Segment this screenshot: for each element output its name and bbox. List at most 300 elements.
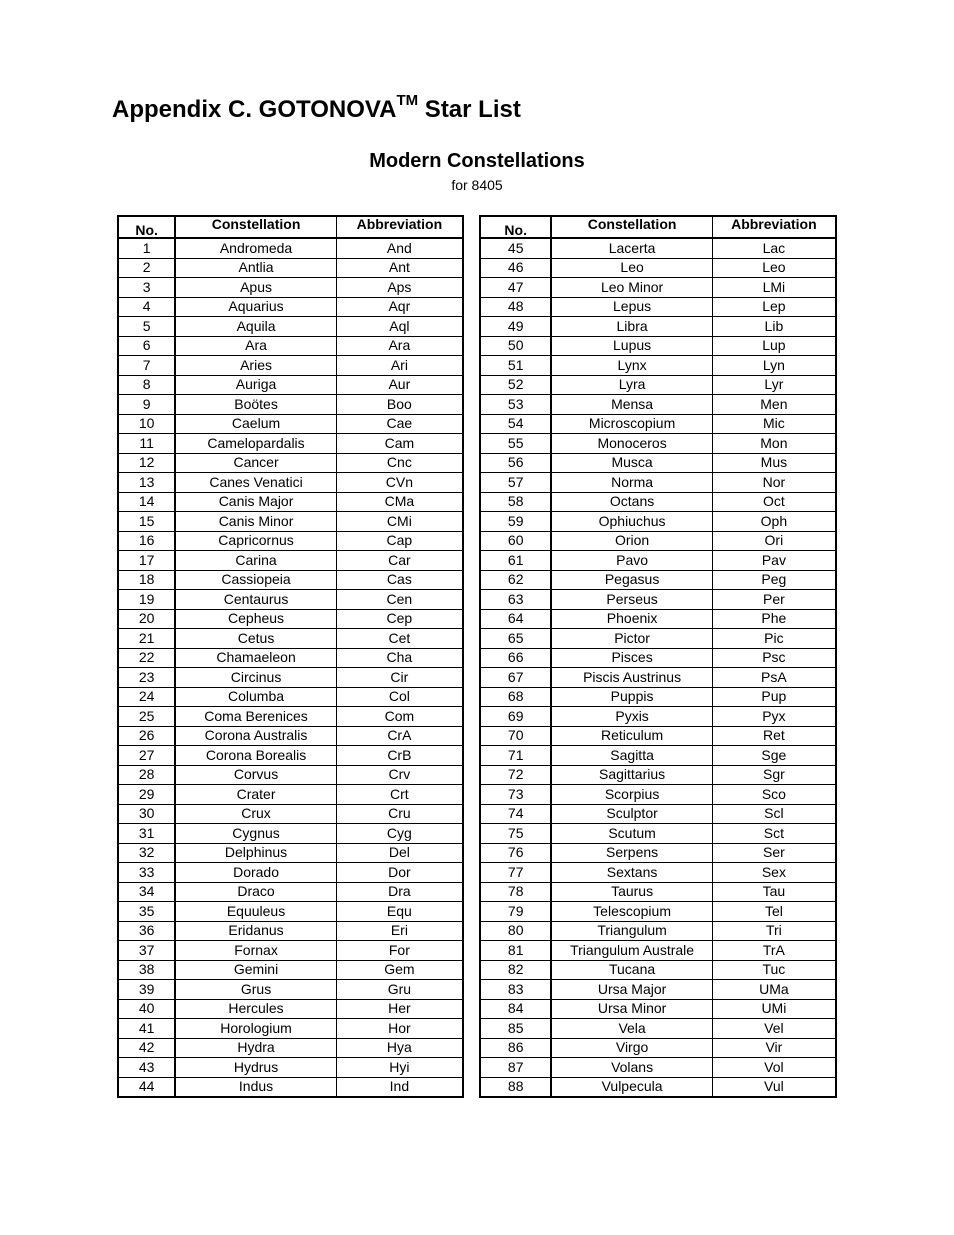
constellation-name: Apus bbox=[175, 278, 336, 298]
constellation-name: Ursa Major bbox=[551, 980, 712, 1000]
table-row bbox=[480, 765, 836, 785]
constellation-name: Horologium bbox=[175, 1019, 336, 1039]
constellation-abbreviation: Ara bbox=[336, 336, 463, 356]
constellation-name: Lyra bbox=[551, 375, 712, 395]
constellation-name: Columba bbox=[175, 687, 336, 707]
table-row bbox=[118, 648, 463, 668]
table-row bbox=[118, 609, 463, 629]
constellation-abbreviation: Com bbox=[336, 707, 463, 727]
constellation-name: Pyxis bbox=[551, 707, 712, 727]
title-main: Appendix C. GOTONOVA bbox=[112, 96, 397, 123]
table-row bbox=[118, 297, 463, 317]
table-row bbox=[118, 843, 463, 863]
row-number: 84 bbox=[480, 999, 551, 1019]
constellation-name: Delphinus bbox=[175, 843, 336, 863]
constellation-name: Grus bbox=[175, 980, 336, 1000]
table-row bbox=[118, 824, 463, 844]
constellation-abbreviation: Aql bbox=[336, 317, 463, 337]
constellation-abbreviation: Vol bbox=[712, 1058, 836, 1078]
table-row bbox=[118, 531, 463, 551]
constellation-name: Microscopium bbox=[551, 414, 712, 434]
constellation-abbreviation: Dra bbox=[336, 882, 463, 902]
row-number: 19 bbox=[118, 590, 175, 610]
table-row bbox=[480, 1019, 836, 1039]
column-header-constellation: Constellation bbox=[175, 216, 336, 238]
constellation-name: Norma bbox=[551, 473, 712, 493]
table-row bbox=[480, 512, 836, 532]
table-row bbox=[118, 434, 463, 454]
row-number: 67 bbox=[480, 668, 551, 688]
constellation-abbreviation: Car bbox=[336, 551, 463, 571]
constellation-name: Tucana bbox=[551, 960, 712, 980]
constellation-name: Circinus bbox=[175, 668, 336, 688]
table-row bbox=[118, 551, 463, 571]
constellation-abbreviation: Col bbox=[336, 687, 463, 707]
row-number: 63 bbox=[480, 590, 551, 610]
constellation-abbreviation: Cet bbox=[336, 629, 463, 649]
row-number: 24 bbox=[118, 687, 175, 707]
column-header-abbreviation: Abbreviation bbox=[712, 216, 836, 238]
table-row bbox=[480, 687, 836, 707]
row-number: 47 bbox=[480, 278, 551, 298]
table-row bbox=[480, 473, 836, 493]
constellation-abbreviation: Aqr bbox=[336, 297, 463, 317]
row-number: 70 bbox=[480, 726, 551, 746]
constellation-name: Perseus bbox=[551, 590, 712, 610]
row-number: 9 bbox=[118, 395, 175, 415]
row-number: 80 bbox=[480, 921, 551, 941]
constellation-abbreviation: UMa bbox=[712, 980, 836, 1000]
constellation-abbreviation: Boo bbox=[336, 395, 463, 415]
constellation-name: Monoceros bbox=[551, 434, 712, 454]
table-row bbox=[480, 980, 836, 1000]
constellation-abbreviation: Per bbox=[712, 590, 836, 610]
row-number: 33 bbox=[118, 863, 175, 883]
table-row bbox=[480, 668, 836, 688]
constellation-abbreviation: Pup bbox=[712, 687, 836, 707]
row-number: 36 bbox=[118, 921, 175, 941]
table-row bbox=[480, 1058, 836, 1078]
constellation-abbreviation: Mon bbox=[712, 434, 836, 454]
table-row bbox=[118, 356, 463, 376]
constellation-name: Reticulum bbox=[551, 726, 712, 746]
table-row bbox=[118, 707, 463, 727]
table-row bbox=[118, 375, 463, 395]
constellation-name: Sculptor bbox=[551, 804, 712, 824]
constellation-name: Cassiopeia bbox=[175, 570, 336, 590]
constellation-abbreviation: Scl bbox=[712, 804, 836, 824]
constellation-name: Aries bbox=[175, 356, 336, 376]
constellation-abbreviation: Leo bbox=[712, 258, 836, 278]
constellation-abbreviation: Peg bbox=[712, 570, 836, 590]
row-number: 43 bbox=[118, 1058, 175, 1078]
table-row bbox=[118, 278, 463, 298]
constellation-name: Taurus bbox=[551, 882, 712, 902]
constellation-name: Sagitta bbox=[551, 746, 712, 766]
constellation-name: Lynx bbox=[551, 356, 712, 376]
row-number: 59 bbox=[480, 512, 551, 532]
constellation-name: Coma Berenices bbox=[175, 707, 336, 727]
column-header-number: No. bbox=[118, 216, 175, 238]
constellation-name: Corona Australis bbox=[175, 726, 336, 746]
row-number: 78 bbox=[480, 882, 551, 902]
row-number: 77 bbox=[480, 863, 551, 883]
constellation-name: Pavo bbox=[551, 551, 712, 571]
constellation-abbreviation: Dor bbox=[336, 863, 463, 883]
table-row bbox=[480, 258, 836, 278]
row-number: 44 bbox=[118, 1077, 175, 1097]
section-subtitle: Modern Constellations bbox=[369, 150, 585, 172]
constellation-abbreviation: Men bbox=[712, 395, 836, 415]
constellation-name: Pictor bbox=[551, 629, 712, 649]
constellation-abbreviation: Pav bbox=[712, 551, 836, 571]
row-number: 62 bbox=[480, 570, 551, 590]
constellation-name: Carina bbox=[175, 551, 336, 571]
constellation-abbreviation: Tel bbox=[712, 902, 836, 922]
table-row bbox=[118, 1058, 463, 1078]
constellation-name: Centaurus bbox=[175, 590, 336, 610]
row-number: 14 bbox=[118, 492, 175, 512]
constellation-name: Libra bbox=[551, 317, 712, 337]
constellation-name: Fornax bbox=[175, 941, 336, 961]
title-tail: Star List bbox=[418, 96, 521, 123]
row-number: 76 bbox=[480, 843, 551, 863]
constellation-abbreviation: Gem bbox=[336, 960, 463, 980]
constellation-name: Cygnus bbox=[175, 824, 336, 844]
constellation-abbreviation: PsA bbox=[712, 668, 836, 688]
table-row bbox=[118, 473, 463, 493]
constellation-abbreviation: CMi bbox=[336, 512, 463, 532]
table-row bbox=[480, 238, 836, 258]
constellation-name: Cepheus bbox=[175, 609, 336, 629]
row-number: 2 bbox=[118, 258, 175, 278]
constellation-abbreviation: Lup bbox=[712, 336, 836, 356]
constellation-name: Aquarius bbox=[175, 297, 336, 317]
constellation-name: Leo bbox=[551, 258, 712, 278]
constellation-name: Chamaeleon bbox=[175, 648, 336, 668]
row-number: 69 bbox=[480, 707, 551, 727]
row-number: 74 bbox=[480, 804, 551, 824]
constellation-name: Lacerta bbox=[551, 238, 712, 258]
constellation-name: Octans bbox=[551, 492, 712, 512]
constellation-abbreviation: Tri bbox=[712, 921, 836, 941]
row-number: 37 bbox=[118, 941, 175, 961]
constellation-name: Triangulum Australe bbox=[551, 941, 712, 961]
row-number: 75 bbox=[480, 824, 551, 844]
page-title bbox=[112, 92, 521, 123]
constellation-name: Dorado bbox=[175, 863, 336, 883]
constellation-name: Corvus bbox=[175, 765, 336, 785]
row-number: 6 bbox=[118, 336, 175, 356]
constellation-name: Pisces bbox=[551, 648, 712, 668]
constellation-name: Hydra bbox=[175, 1038, 336, 1058]
table-row bbox=[480, 921, 836, 941]
row-number: 7 bbox=[118, 356, 175, 376]
constellation-abbreviation: Cae bbox=[336, 414, 463, 434]
constellation-abbreviation: Hyi bbox=[336, 1058, 463, 1078]
table-row bbox=[118, 414, 463, 434]
table-row bbox=[480, 648, 836, 668]
constellation-abbreviation: Aur bbox=[336, 375, 463, 395]
table-row bbox=[118, 804, 463, 824]
constellation-abbreviation: Cap bbox=[336, 531, 463, 551]
constellation-name: Eridanus bbox=[175, 921, 336, 941]
table-row bbox=[480, 804, 836, 824]
table-row bbox=[480, 317, 836, 337]
table-row bbox=[480, 395, 836, 415]
constellation-abbreviation: Crv bbox=[336, 765, 463, 785]
row-number: 56 bbox=[480, 453, 551, 473]
table-row bbox=[118, 238, 463, 258]
table-row bbox=[480, 746, 836, 766]
table-row bbox=[118, 570, 463, 590]
table-body-left bbox=[118, 238, 463, 1097]
constellation-name: Leo Minor bbox=[551, 278, 712, 298]
row-number: 39 bbox=[118, 980, 175, 1000]
constellation-name: Canis Minor bbox=[175, 512, 336, 532]
row-number: 88 bbox=[480, 1077, 551, 1097]
table-row bbox=[480, 999, 836, 1019]
model-note: for 8405 bbox=[451, 177, 503, 193]
constellation-abbreviation: Gru bbox=[336, 980, 463, 1000]
constellation-abbreviation: Pic bbox=[712, 629, 836, 649]
constellation-abbreviation: TrA bbox=[712, 941, 836, 961]
row-number: 41 bbox=[118, 1019, 175, 1039]
constellation-abbreviation: Tau bbox=[712, 882, 836, 902]
row-number: 35 bbox=[118, 902, 175, 922]
constellation-name: Phoenix bbox=[551, 609, 712, 629]
table-row bbox=[480, 902, 836, 922]
constellation-abbreviation: Lib bbox=[712, 317, 836, 337]
constellation-abbreviation: Pyx bbox=[712, 707, 836, 727]
row-number: 18 bbox=[118, 570, 175, 590]
row-number: 57 bbox=[480, 473, 551, 493]
table-row bbox=[480, 863, 836, 883]
row-number: 81 bbox=[480, 941, 551, 961]
table-row bbox=[118, 395, 463, 415]
constellation-abbreviation: Sex bbox=[712, 863, 836, 883]
table-row bbox=[480, 843, 836, 863]
constellation-abbreviation: Eri bbox=[336, 921, 463, 941]
constellation-abbreviation: Cep bbox=[336, 609, 463, 629]
constellation-name: Virgo bbox=[551, 1038, 712, 1058]
row-number: 49 bbox=[480, 317, 551, 337]
table-row bbox=[480, 453, 836, 473]
table-row bbox=[118, 941, 463, 961]
constellation-abbreviation: Lyr bbox=[712, 375, 836, 395]
row-number: 55 bbox=[480, 434, 551, 454]
table-row bbox=[480, 356, 836, 376]
table-row bbox=[118, 726, 463, 746]
constellation-name: Telescopium bbox=[551, 902, 712, 922]
constellation-name: Mensa bbox=[551, 395, 712, 415]
constellation-name: Ophiuchus bbox=[551, 512, 712, 532]
row-number: 28 bbox=[118, 765, 175, 785]
constellation-name: Crux bbox=[175, 804, 336, 824]
constellation-abbreviation: Crt bbox=[336, 785, 463, 805]
table-row bbox=[480, 941, 836, 961]
row-number: 16 bbox=[118, 531, 175, 551]
constellation-abbreviation: Sct bbox=[712, 824, 836, 844]
row-number: 54 bbox=[480, 414, 551, 434]
row-number: 21 bbox=[118, 629, 175, 649]
row-number: 32 bbox=[118, 843, 175, 863]
table-row bbox=[480, 492, 836, 512]
constellation-name: Hydrus bbox=[175, 1058, 336, 1078]
row-number: 79 bbox=[480, 902, 551, 922]
constellation-abbreviation: Psc bbox=[712, 648, 836, 668]
row-number: 34 bbox=[118, 882, 175, 902]
table-row bbox=[118, 629, 463, 649]
constellation-name: Vulpecula bbox=[551, 1077, 712, 1097]
row-number: 22 bbox=[118, 648, 175, 668]
row-number: 30 bbox=[118, 804, 175, 824]
constellation-name: Pegasus bbox=[551, 570, 712, 590]
row-number: 71 bbox=[480, 746, 551, 766]
trademark-mark: TM bbox=[396, 92, 419, 109]
constellation-abbreviation: Vir bbox=[712, 1038, 836, 1058]
row-number: 58 bbox=[480, 492, 551, 512]
constellation-abbreviation: Oph bbox=[712, 512, 836, 532]
table-row bbox=[118, 590, 463, 610]
constellation-abbreviation: Cas bbox=[336, 570, 463, 590]
row-number: 66 bbox=[480, 648, 551, 668]
constellation-name: Orion bbox=[551, 531, 712, 551]
table-row bbox=[118, 317, 463, 337]
table-header-row bbox=[118, 216, 463, 238]
constellation-name: Vela bbox=[551, 1019, 712, 1039]
row-number: 42 bbox=[118, 1038, 175, 1058]
row-number: 12 bbox=[118, 453, 175, 473]
constellation-abbreviation: Mus bbox=[712, 453, 836, 473]
constellation-name: Puppis bbox=[551, 687, 712, 707]
table-row bbox=[480, 824, 836, 844]
row-number: 48 bbox=[480, 297, 551, 317]
table-row bbox=[118, 882, 463, 902]
row-number: 85 bbox=[480, 1019, 551, 1039]
table-row bbox=[480, 1038, 836, 1058]
row-number: 10 bbox=[118, 414, 175, 434]
table-row bbox=[118, 863, 463, 883]
row-number: 3 bbox=[118, 278, 175, 298]
constellation-abbreviation: Cru bbox=[336, 804, 463, 824]
constellation-name: Crater bbox=[175, 785, 336, 805]
constellation-abbreviation: Mic bbox=[712, 414, 836, 434]
table-row bbox=[118, 512, 463, 532]
column-header-number: No. bbox=[480, 216, 551, 238]
row-number: 40 bbox=[118, 999, 175, 1019]
constellation-name: Aquila bbox=[175, 317, 336, 337]
row-number: 11 bbox=[118, 434, 175, 454]
constellation-name: Cetus bbox=[175, 629, 336, 649]
constellation-name: Musca bbox=[551, 453, 712, 473]
row-number: 25 bbox=[118, 707, 175, 727]
constellation-abbreviation: Lep bbox=[712, 297, 836, 317]
constellation-abbreviation: Phe bbox=[712, 609, 836, 629]
constellation-abbreviation: CrB bbox=[336, 746, 463, 766]
table-row bbox=[480, 375, 836, 395]
table-row bbox=[480, 570, 836, 590]
row-number: 5 bbox=[118, 317, 175, 337]
constellation-table-left bbox=[117, 215, 464, 1098]
constellation-name: Caelum bbox=[175, 414, 336, 434]
constellation-name: Auriga bbox=[175, 375, 336, 395]
constellation-name: Triangulum bbox=[551, 921, 712, 941]
row-number: 27 bbox=[118, 746, 175, 766]
row-number: 65 bbox=[480, 629, 551, 649]
table-row bbox=[480, 882, 836, 902]
constellation-name: Gemini bbox=[175, 960, 336, 980]
table-row bbox=[480, 414, 836, 434]
constellation-abbreviation: Ant bbox=[336, 258, 463, 278]
constellation-abbreviation: Oct bbox=[712, 492, 836, 512]
constellation-abbreviation: CrA bbox=[336, 726, 463, 746]
table-row bbox=[118, 258, 463, 278]
constellation-name: Scorpius bbox=[551, 785, 712, 805]
row-number: 82 bbox=[480, 960, 551, 980]
table-row bbox=[480, 726, 836, 746]
table-row bbox=[480, 531, 836, 551]
constellation-name: Lupus bbox=[551, 336, 712, 356]
table-row bbox=[118, 999, 463, 1019]
constellation-name: Piscis Austrinus bbox=[551, 668, 712, 688]
row-number: 83 bbox=[480, 980, 551, 1000]
table-row bbox=[118, 902, 463, 922]
table-row bbox=[480, 434, 836, 454]
constellation-name: Camelopardalis bbox=[175, 434, 336, 454]
constellation-name: Cancer bbox=[175, 453, 336, 473]
table-row bbox=[118, 336, 463, 356]
constellation-name: Capricornus bbox=[175, 531, 336, 551]
constellation-abbreviation: Cam bbox=[336, 434, 463, 454]
row-number: 13 bbox=[118, 473, 175, 493]
column-header-abbreviation: Abbreviation bbox=[336, 216, 463, 238]
constellation-abbreviation: Sco bbox=[712, 785, 836, 805]
row-number: 61 bbox=[480, 551, 551, 571]
constellation-name: Scutum bbox=[551, 824, 712, 844]
constellation-table-right bbox=[479, 215, 837, 1098]
row-number: 15 bbox=[118, 512, 175, 532]
table-row bbox=[480, 336, 836, 356]
constellation-name: Andromeda bbox=[175, 238, 336, 258]
constellation-abbreviation: For bbox=[336, 941, 463, 961]
constellation-name: Ursa Minor bbox=[551, 999, 712, 1019]
constellation-abbreviation: Ser bbox=[712, 843, 836, 863]
table-row bbox=[118, 746, 463, 766]
constellation-name: Boötes bbox=[175, 395, 336, 415]
constellation-abbreviation: Cnc bbox=[336, 453, 463, 473]
constellation-abbreviation: LMi bbox=[712, 278, 836, 298]
row-number: 53 bbox=[480, 395, 551, 415]
constellation-abbreviation: Hya bbox=[336, 1038, 463, 1058]
row-number: 86 bbox=[480, 1038, 551, 1058]
row-number: 50 bbox=[480, 336, 551, 356]
row-number: 87 bbox=[480, 1058, 551, 1078]
constellation-abbreviation: Her bbox=[336, 999, 463, 1019]
row-number: 26 bbox=[118, 726, 175, 746]
row-number: 72 bbox=[480, 765, 551, 785]
constellation-name: Sextans bbox=[551, 863, 712, 883]
constellation-abbreviation: Del bbox=[336, 843, 463, 863]
constellation-name: Ara bbox=[175, 336, 336, 356]
table-row bbox=[118, 1038, 463, 1058]
constellation-name: Corona Borealis bbox=[175, 746, 336, 766]
constellation-abbreviation: Nor bbox=[712, 473, 836, 493]
constellation-abbreviation: Ori bbox=[712, 531, 836, 551]
constellation-abbreviation: Ret bbox=[712, 726, 836, 746]
constellation-abbreviation: Equ bbox=[336, 902, 463, 922]
constellation-abbreviation: Ari bbox=[336, 356, 463, 376]
